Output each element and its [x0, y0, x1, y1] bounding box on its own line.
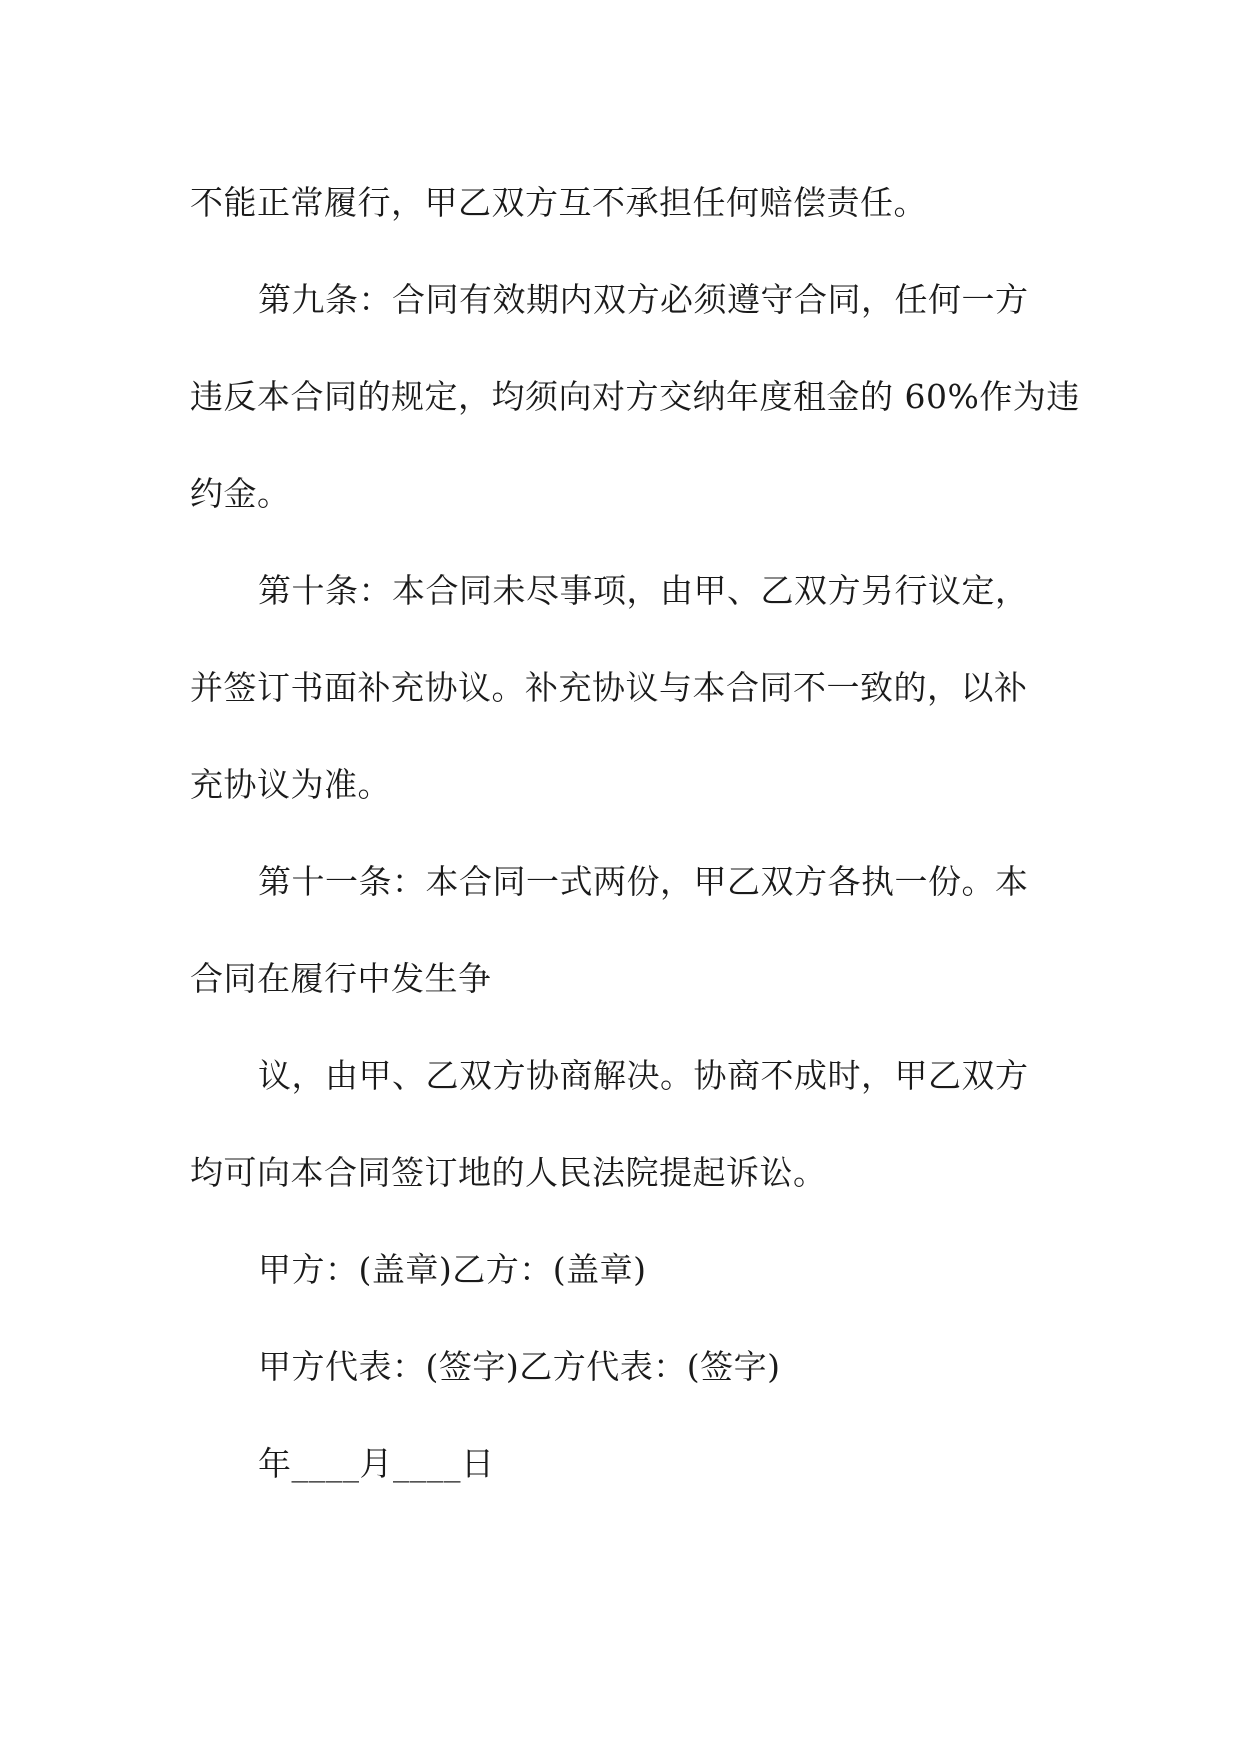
- clause-11-line-3: 议，由甲、乙双方协商解决。协商不成时，甲乙双方: [258, 1056, 1029, 1095]
- clause-11-line-1: 第十一条：本合同一式两份，甲乙双方各执一份。本: [258, 862, 1029, 901]
- clause-9-line-2: 违反本合同的规定，均须向对方交纳年度租金的 60%作为违: [190, 377, 1080, 416]
- date-line: 年____月____日: [258, 1444, 495, 1483]
- clause-11-line-2: 合同在履行中发生争: [190, 959, 492, 998]
- party-seal-line: 甲方：(盖章)乙方：(盖章): [258, 1250, 647, 1289]
- clause-9-line-3: 约金。: [190, 474, 291, 513]
- representative-signature-line: 甲方代表：(签字)乙方代表：(签字): [258, 1347, 781, 1386]
- text-line-1: 不能正常履行，甲乙双方互不承担任何赔偿责任。: [190, 183, 927, 222]
- clause-11-line-4: 均可向本合同签订地的人民法院提起诉讼。: [190, 1153, 827, 1192]
- clause-10-line-2: 并签订书面补充协议。补充协议与本合同不一致的，以补: [190, 668, 1028, 707]
- clause-10-line-3: 充协议为准。: [190, 765, 391, 804]
- clause-9-line-1: 第九条：合同有效期内双方必须遵守合同，任何一方: [258, 280, 1029, 319]
- clause-10-line-1: 第十条：本合同未尽事项，由甲、乙双方另行议定，: [258, 571, 1029, 610]
